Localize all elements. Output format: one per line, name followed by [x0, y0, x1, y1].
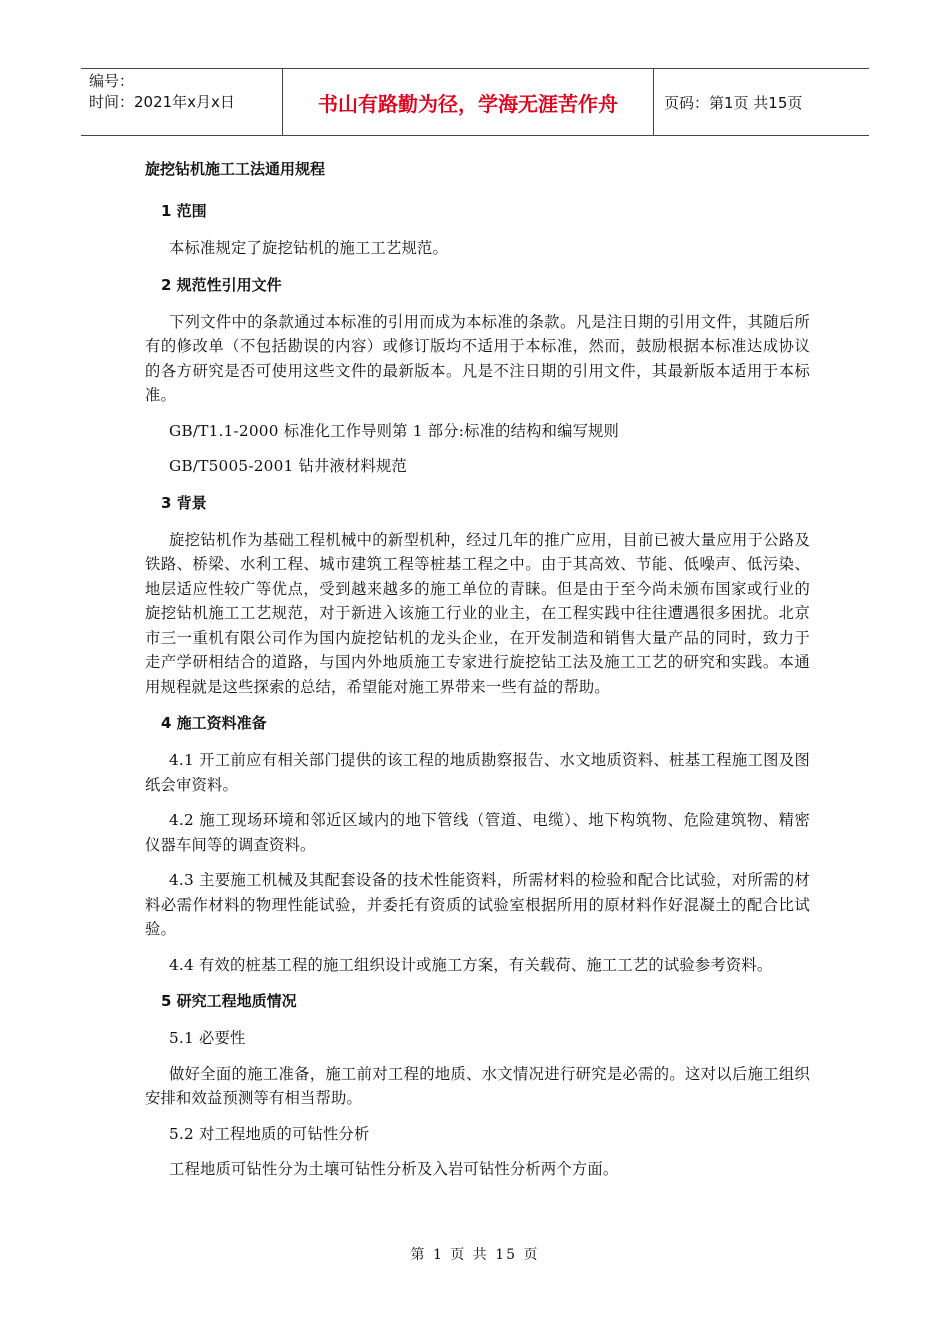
paragraph: 4.2 施工现场环境和邻近区域内的地下管线（管道、电缆）、地下构筑物、危险建筑物、精密仪器车间等的调查资料。	[145, 811, 810, 854]
paragraph: 工程地质可钻性分为土壤可钻性分析及入岩可钻性分析两个方面。	[169, 1160, 619, 1178]
section-heading-background: 3 背景	[161, 493, 207, 512]
paragraph: 下列文件中的条款通过本标准的引用而成为本标准的条款。凡是注日期的引用文件，其随后所有的修改单（不包括勘误的内容）或修订版均不适用于本标准，然而，鼓励根据本标准达成协议的各方研究是否可使用这些文件的最新版本。凡是不注日期的引用文件，其最新版本适用于本标准。	[145, 312, 810, 404]
header-motto: 书山有路勤为径，学海无涯苦作舟	[282, 69, 654, 135]
document-title: 旋挖钻机施工工法通用规程	[145, 160, 326, 178]
section-heading-geology: 5 研究工程地质情况	[161, 992, 297, 1010]
document-body	[145, 156, 810, 1193]
subheading: 5.1 必要性	[169, 1029, 246, 1047]
paragraph: 4.3 主要施工机械及其配套设备的技术性能资料，所需材料的检验和配合比试验，对所需的材料必需作材料的物理性能试验，并委托有资质的试验室根据所用的原材料作好混凝土的配合比试验。	[145, 871, 810, 938]
subheading: 5.2 对工程地质的可钻性分析	[169, 1124, 370, 1143]
reference-item: GB/T5005-2001 钻井液材料规范	[169, 457, 407, 475]
section-heading-scope: 1 范围	[161, 202, 207, 220]
header-meta	[81, 69, 282, 135]
document-number-label: 编号：	[89, 72, 135, 90]
reference-item: GB/T1.1-2000 标准化工作导则第 1 部分:标准的结构和编写规则	[169, 421, 620, 440]
header-page-info: 页码：第1页 共15页	[664, 93, 803, 112]
paragraph: 旋挖钻机作为基础工程机械中的新型机种，经过几年的推广应用，目前已被大量应用于公路及铁路、桥梁、水利工程、城市建筑工程等桩基工程之中。由于其高效、节能、低噪声、低污染、地层适应性较广等优点，受到越来越多的施工单位的青睐。但是由于至今尚未颁布国家或行业的旋挖钻机施工工艺规范，对于新进入该施工行业的业主，在工程实践中往往遭遇很多困扰。北京市三一重机有限公司作为国内旋挖钻机的龙头企业，在开发制造和销售大量产品的同时，致力于走产学研相结合的道路，与国内外地质施工专家进行旋挖钻工法及施工工艺的研究和实践。本通用规程就是这些探索的总结，希望能对施工界带来一些有益的帮助。	[145, 530, 810, 696]
document-date-label: 时间：2021年x月x日	[89, 93, 235, 111]
section-heading-references: 2 规范性引用文件	[161, 275, 282, 294]
paragraph: 4.1 开工前应有相关部门提供的该工程的地质勘察报告、水文地质资料、桩基工程施工图及图纸会审资料。	[145, 751, 810, 794]
paragraph: 做好全面的施工准备，施工前对工程的地质、水文情况进行研究是必需的。这对以后施工组织安排和效益预测等有相当帮助。	[145, 1064, 810, 1107]
page-header	[81, 68, 869, 136]
paragraph: 4.4 有效的桩基工程的施工组织设计或施工方案，有关载荷、施工工艺的试验参考资料。	[169, 955, 773, 974]
section-heading-materials: 4 施工资料准备	[161, 714, 267, 732]
paragraph: 本标准规定了旋挖钻机的施工工艺规范。	[169, 239, 448, 257]
page-footer: 第 1 页 共 15 页	[410, 1247, 540, 1263]
